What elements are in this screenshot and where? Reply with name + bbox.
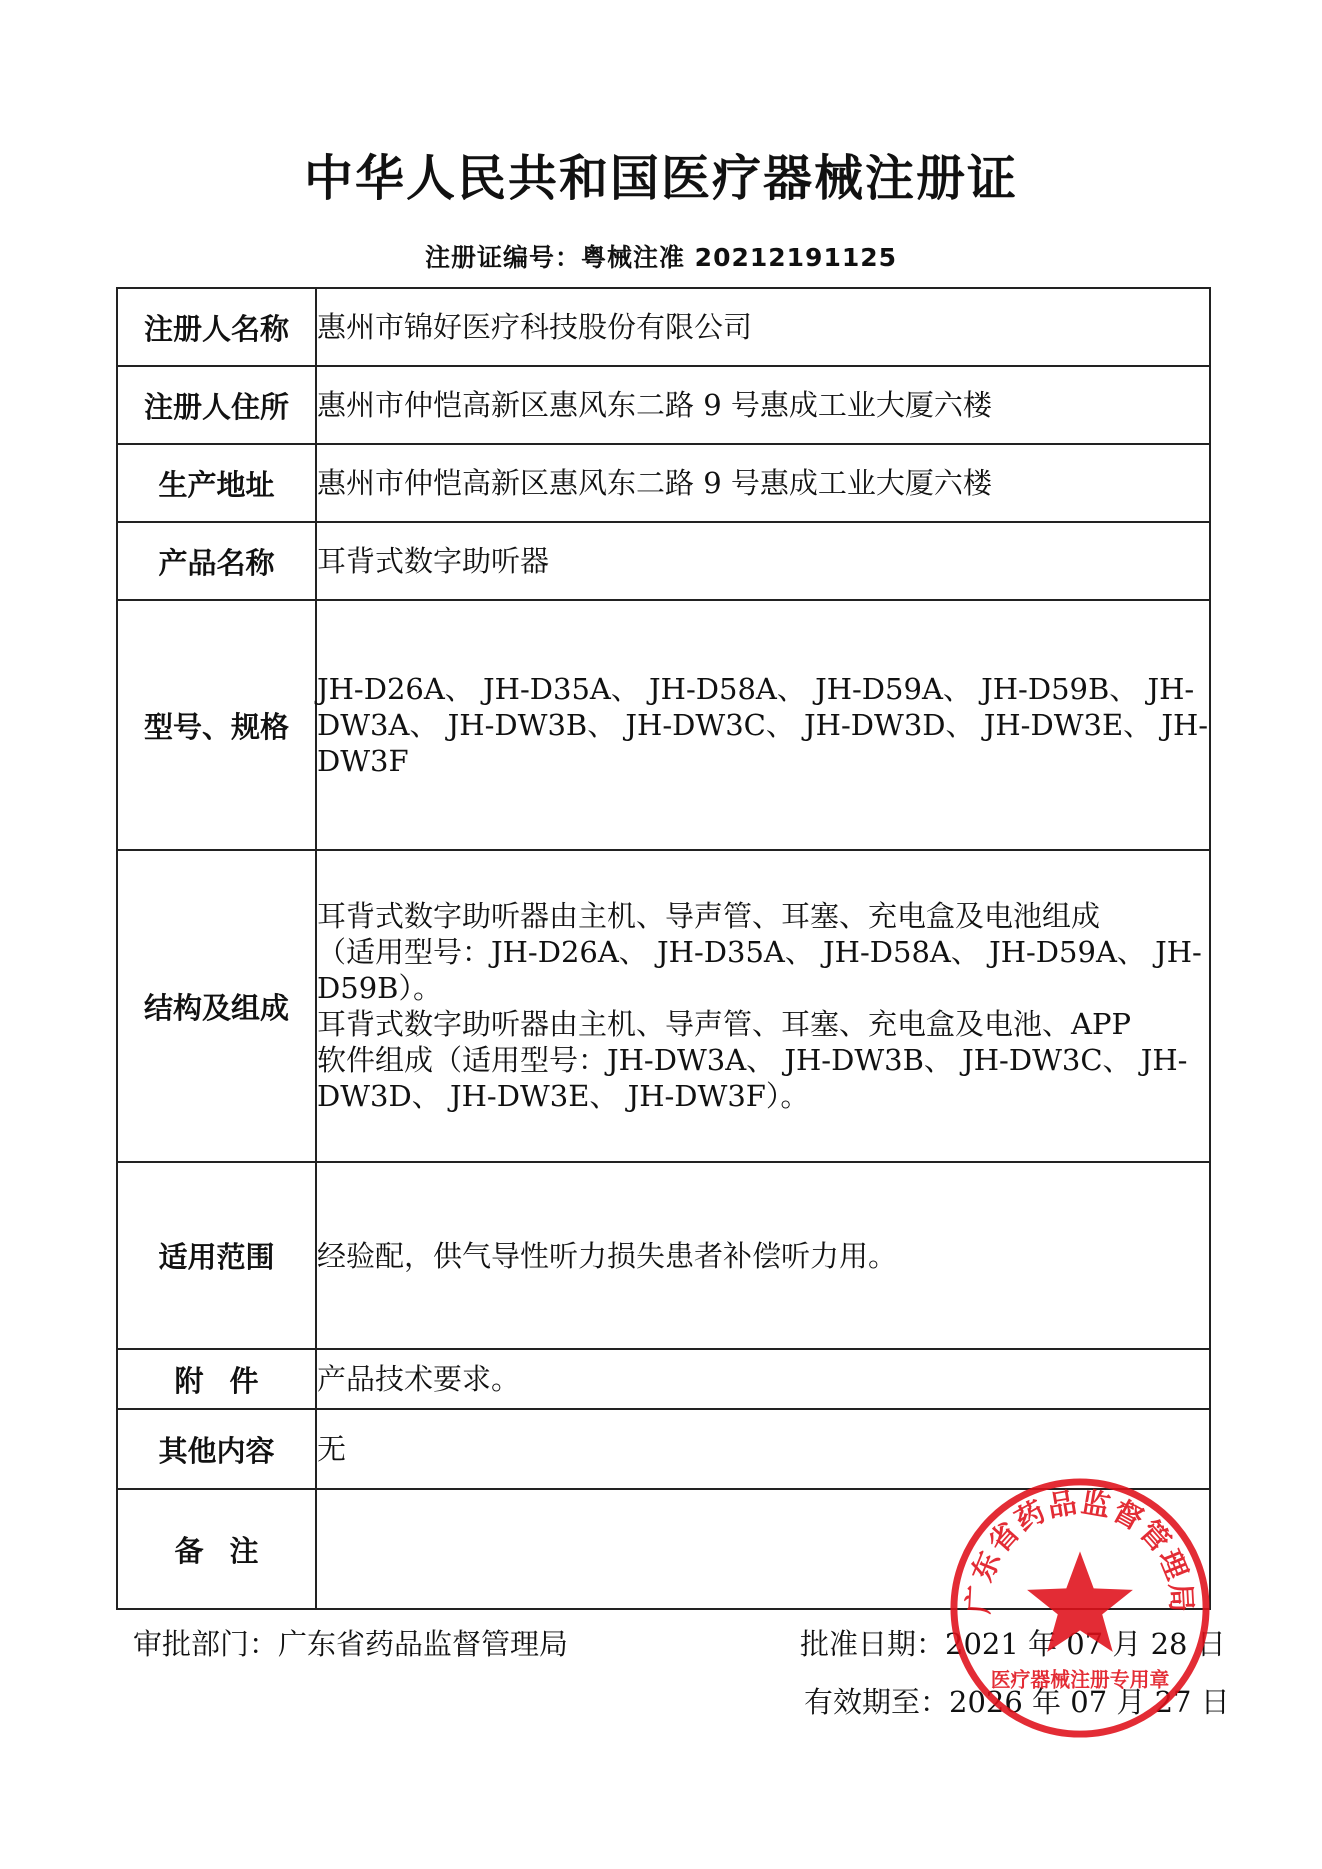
registration-number-label: 注册证编号： [424,243,581,272]
label-production-address: 生产地址 [117,444,316,522]
row-registrant-name [117,288,1210,366]
value-other: 无 [316,1409,1210,1489]
row-registrant-address [117,366,1210,444]
row-product-name [117,522,1210,600]
seal-ring-text: 广东省药品监督管理局 [961,1484,1199,1615]
seal-bottom-text: 医疗器械注册专用章 [990,1668,1170,1692]
label-other: 其他内容 [117,1409,316,1489]
certificate-title: 中华人民共和国医疗器械注册证 [303,150,1018,207]
row-structure [117,850,1210,1162]
value-production-address: 惠州市仲恺高新区惠风东二路 9 号惠成工业大厦六楼 [316,444,1210,522]
official-seal-stamp [946,1474,1214,1742]
label-structure: 结构及组成 [117,850,316,1162]
seal-star-icon [1027,1551,1133,1651]
value-registrant-name: 惠州市锦好医疗科技股份有限公司 [316,288,1210,366]
label-models: 型号、规格 [117,600,316,850]
value-attachments: 产品技术要求。 [316,1349,1210,1409]
row-models [117,600,1210,850]
value-registrant-address: 惠州市仲恺高新区惠风东二路 9 号惠成工业大厦六楼 [316,366,1210,444]
label-product-name: 产品名称 [117,522,316,600]
row-production-address [117,444,1210,522]
value-scope: 经验配，供气导性听力损失患者补偿听力用。 [316,1162,1210,1349]
value-structure: 耳背式数字助听器由主机、导声管、耳塞、充电盒及电池组成 （适用型号：JH-D26A、 JH-D35A、 JH-D58A、 JH-D59A、 JH- D59B）。 耳背式数字助听器由主机、导声管、耳塞、充电盒及电池、APP 软件组成（适用型号：JH-DW3A、 JH-DW3B、 JH-DW3C、 JH- DW3D、 JH-DW3E、 JH-DW3F）。 [316,850,1210,1162]
label-remarks: 备注 [117,1489,316,1609]
value-models: JH-D26A、 JH-D35A、 JH-D58A、 JH-D59A、 JH-D59B、 JH- DW3A、 JH-DW3B、 JH-DW3C、 JH-DW3D、 JH-DW3E、 JH-DW3F [316,600,1210,850]
valid-until-date: 有效期至：2026 年 07 月 27 日 [804,1685,1230,1719]
label-scope: 适用范围 [117,1162,316,1349]
certificate-table [116,287,1211,1610]
registration-number-line [0,238,1322,274]
approval-date: 批准日期：2021 年 07 月 28 日 [800,1627,1226,1661]
row-attachments [117,1349,1210,1409]
value-product-name: 耳背式数字助听器 [316,522,1210,600]
label-registrant-address: 注册人住所 [117,366,316,444]
registration-number: 粤械注准 20212191125 [580,243,898,272]
label-attachments: 附件 [117,1349,316,1409]
approval-authority: 审批部门：广东省药品监督管理局 [133,1627,569,1661]
label-registrant-name: 注册人名称 [117,288,316,366]
row-scope [117,1162,1210,1349]
